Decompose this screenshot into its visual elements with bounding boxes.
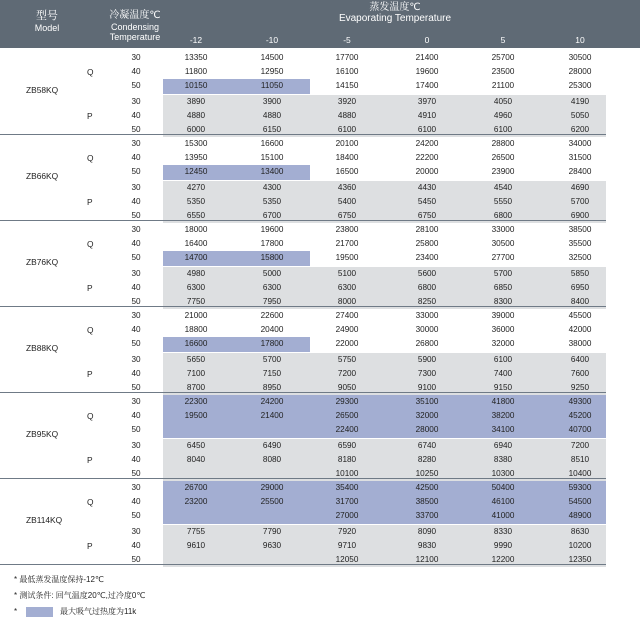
value-cell: 13400 [260,167,284,177]
value-cell: 19600 [415,67,439,77]
evap-col-2: -5 [343,35,351,45]
value-cell: 6100 [493,125,513,134]
value-cell: 4270 [186,182,206,192]
value-cell: 34000 [568,139,592,148]
value-cell: 5100 [337,268,357,278]
value-cell: 33000 [415,311,439,320]
value-cell: 26500 [335,411,359,421]
value-cell: 7100 [186,368,206,378]
value-cell: 9100 [417,383,437,392]
value-cell: 9990 [493,540,513,550]
value-cell: 6900 [570,211,590,220]
value-cell: 23500 [491,67,515,77]
value-cell: 6800 [493,211,513,220]
header-evap-cn: 蒸发温度℃ [369,2,421,13]
evap-col-4: 5 [500,35,506,45]
value-cell: 4980 [186,268,206,278]
value-cell: 5650 [186,354,206,364]
value-cell: 7750 [186,297,206,306]
value-cell: 7150 [262,368,282,378]
value-cell: 8040 [186,454,206,464]
value-cell: 28100 [415,225,439,234]
cond-temp: 40 [131,540,141,550]
cond-temp: 30 [131,268,141,278]
value-cell: 4190 [570,96,590,106]
value-cell: 12350 [568,555,592,564]
table-bottom-line [0,564,606,565]
value-cell: 6100 [337,125,357,134]
value-cell: 38200 [491,411,515,421]
value-cell: 17800 [260,239,284,249]
value-cell: 8400 [570,297,590,306]
cond-temp: 30 [131,440,141,450]
value-cell: 22600 [260,311,284,320]
value-cell: 5350 [262,196,282,206]
note-test-condition: * 测试条件: 回气温度20℃,过冷度0℃ [14,591,146,600]
value-cell: 6940 [493,440,513,450]
p-label: P [87,282,93,293]
value-cell: 9710 [337,540,357,550]
value-cell: 6000 [186,125,206,134]
value-cell: 5350 [186,196,206,206]
cond-temp: 50 [131,167,141,177]
value-cell: 3920 [337,96,357,106]
legend-swatch [26,607,53,617]
cond-temp: 40 [131,239,141,249]
value-cell: 6750 [337,211,357,220]
value-cell: 22300 [184,397,208,406]
value-cell: 10150 [184,81,208,91]
value-cell: 10250 [415,469,439,478]
value-cell: 42000 [568,325,592,335]
value-cell: 6300 [262,282,282,292]
value-cell: 7200 [570,440,590,450]
value-cell: 22000 [335,339,359,349]
cond-temp: 40 [131,368,141,378]
value-cell: 3890 [186,96,206,106]
value-cell: 6300 [337,282,357,292]
cond-temp: 50 [131,125,141,134]
value-cell: 27400 [335,311,359,320]
header-evap-en: Evaporating Temperature [338,13,452,24]
value-cell: 3970 [417,96,437,106]
value-cell: 4540 [493,182,513,192]
value-cell: 17700 [335,53,359,62]
cond-temp: 30 [131,483,141,492]
cond-temp: 30 [131,225,141,234]
cond-temp: 50 [131,511,141,521]
value-cell: 23400 [415,253,439,263]
value-cell: 9150 [493,383,513,392]
value-cell: 7755 [186,526,206,536]
value-cell: 24900 [335,325,359,335]
value-cell: 36000 [491,325,515,335]
evap-col-1: -10 [265,35,279,45]
header-cond-en2: Temperature [109,32,161,42]
p-label: P [87,110,93,121]
cond-temp: 40 [131,411,141,421]
value-cell: 21400 [415,53,439,62]
value-cell: 25800 [415,239,439,249]
value-cell: 42500 [415,483,439,492]
value-cell: 5700 [493,268,513,278]
cond-temp: 40 [131,153,141,163]
value-cell: 14700 [184,253,208,263]
value-cell: 4880 [262,110,282,120]
cond-temp: 50 [131,469,141,478]
value-cell: 25700 [491,53,515,62]
model-name: ZB58KQ [26,85,59,95]
value-cell: 5400 [337,196,357,206]
value-cell: 10400 [568,469,592,478]
value-cell: 38500 [568,225,592,234]
value-cell: 30500 [491,239,515,249]
value-cell: 4360 [337,182,357,192]
value-cell: 28000 [568,67,592,77]
value-cell: 14500 [260,53,284,62]
value-cell: 28400 [568,167,592,177]
value-cell: 7790 [262,526,282,536]
block-separator [0,478,606,479]
cond-temp: 30 [131,53,141,62]
p-label: P [87,368,93,379]
value-cell: 20100 [335,139,359,148]
value-cell: 6740 [417,440,437,450]
value-cell: 8180 [337,454,357,464]
value-cell: 32500 [568,253,592,263]
cond-temp: 50 [131,81,141,91]
value-cell: 6700 [262,211,282,220]
value-cell: 28000 [415,425,439,435]
header-model-cn: 型号 [36,10,58,22]
value-cell: 5600 [417,268,437,278]
value-cell: 8000 [337,297,357,306]
value-cell: 6200 [570,125,590,134]
value-cell: 5700 [570,196,590,206]
value-cell: 12200 [491,555,515,564]
value-cell: 8380 [493,454,513,464]
value-cell: 33700 [415,511,439,521]
note-legend-star: * [14,607,18,616]
value-cell: 8080 [262,454,282,464]
q-label: Q [87,325,94,336]
value-cell: 45200 [568,411,592,421]
value-cell: 5750 [337,354,357,364]
note-max-superheat: 最大吸气过热度为11k [60,607,137,616]
p-label: P [87,196,93,207]
value-cell: 7200 [337,368,357,378]
value-cell: 17400 [415,81,439,91]
value-cell: 10100 [335,469,359,478]
value-cell: 5700 [262,354,282,364]
value-cell: 12950 [260,67,284,77]
model-name: ZB88KQ [26,343,59,353]
value-cell: 9830 [417,540,437,550]
value-cell: 3900 [262,96,282,106]
value-cell: 13350 [184,53,208,62]
value-cell: 6100 [417,125,437,134]
value-cell: 6750 [417,211,437,220]
value-cell: 4690 [570,182,590,192]
value-cell: 41800 [491,397,515,406]
model-name: ZB76KQ [26,257,59,267]
value-cell: 8330 [493,526,513,536]
value-cell: 45500 [568,311,592,320]
value-cell: 21100 [491,81,515,91]
value-cell: 26800 [415,339,439,349]
value-cell: 7300 [417,368,437,378]
value-cell: 16600 [184,339,208,349]
value-cell: 22200 [415,153,439,163]
value-cell: 29000 [260,483,284,492]
value-cell: 23800 [335,225,359,234]
cond-temp: 30 [131,139,141,148]
q-label: Q [87,239,94,250]
cond-temp: 50 [131,425,141,435]
value-cell: 16500 [335,167,359,177]
evap-col-5: 10 [575,35,585,45]
value-cell: 7400 [493,368,513,378]
value-cell: 5550 [493,196,513,206]
cond-temp: 30 [131,354,141,364]
value-cell: 21400 [260,411,284,421]
value-cell: 13950 [184,153,208,163]
value-cell: 4960 [493,110,513,120]
cond-temp: 30 [131,397,141,406]
model-name: ZB114KQ [26,515,63,525]
value-cell: 38500 [415,497,439,507]
value-cell: 35100 [415,397,439,406]
value-cell: 12100 [415,555,439,564]
value-cell: 35400 [335,483,359,492]
value-cell: 6800 [417,282,437,292]
cond-temp: 50 [131,383,141,392]
value-cell: 11800 [184,67,208,77]
value-cell: 8630 [570,526,590,536]
value-cell: 22400 [335,425,359,435]
value-cell: 23900 [491,167,515,177]
value-cell: 6490 [262,440,282,450]
value-cell: 25500 [260,497,284,507]
value-cell: 15100 [260,153,284,163]
value-cell: 6950 [570,282,590,292]
cond-temp: 40 [131,196,141,206]
value-cell: 32000 [415,411,439,421]
evap-col-3: 0 [424,35,430,45]
value-cell: 38000 [568,339,592,349]
header-cond-cn: 冷凝温度℃ [109,10,161,21]
value-cell: 6850 [493,282,513,292]
value-cell: 18000 [184,225,208,234]
value-cell: 30500 [568,53,592,62]
q-label: Q [87,153,94,164]
value-cell: 21000 [184,311,208,320]
block-separator [0,134,606,135]
cond-temp: 40 [131,110,141,120]
model-name: ZB95KQ [26,429,59,439]
value-cell: 11050 [260,81,284,91]
cond-temp: 40 [131,325,141,335]
value-cell: 19500 [335,253,359,263]
value-cell: 31500 [568,153,592,163]
value-cell: 25300 [568,81,592,91]
cond-temp: 40 [131,282,141,292]
value-cell: 7920 [337,526,357,536]
value-cell: 15300 [184,139,208,148]
cond-temp: 50 [131,211,141,220]
block-separator [0,220,606,221]
block-separator [0,392,606,393]
value-cell: 48900 [568,511,592,521]
value-cell: 20400 [260,325,284,335]
value-cell: 9250 [570,383,590,392]
value-cell: 18800 [184,325,208,335]
q-label: Q [87,411,94,422]
value-cell: 12050 [335,555,359,564]
value-cell: 4910 [417,110,437,120]
cond-temp: 50 [131,297,141,306]
value-cell: 35500 [568,239,592,249]
value-cell: 7950 [262,297,282,306]
q-label: Q [87,497,94,508]
value-cell: 16100 [335,67,359,77]
value-cell: 5000 [262,268,282,278]
value-cell: 20000 [415,167,439,177]
cond-temp: 30 [131,96,141,106]
value-cell: 26700 [184,483,208,492]
value-cell: 6450 [186,440,206,450]
cond-temp: 50 [131,555,141,564]
header-cond-en1: Condensing [110,22,160,32]
block-separator [0,306,606,307]
cond-temp: 40 [131,497,141,507]
value-cell: 8280 [417,454,437,464]
value-cell: 10300 [491,469,515,478]
value-cell: 8300 [493,297,513,306]
q-label: Q [87,67,94,78]
value-cell: 7600 [570,368,590,378]
value-cell: 31700 [335,497,359,507]
evap-col-0: -12 [189,35,203,45]
cond-temp: 30 [131,182,141,192]
value-cell: 21700 [335,239,359,249]
value-cell: 23200 [184,497,208,507]
value-cell: 40700 [568,425,592,435]
cond-temp: 40 [131,67,141,77]
value-cell: 6400 [570,354,590,364]
value-cell: 24200 [415,139,439,148]
value-cell: 9050 [337,383,357,392]
value-cell: 28800 [491,139,515,148]
value-cell: 49300 [568,397,592,406]
value-cell: 54500 [568,497,592,507]
value-cell: 34100 [491,425,515,435]
value-cell: 8950 [262,383,282,392]
p-label: P [87,540,93,551]
value-cell: 6590 [337,440,357,450]
value-cell: 6100 [493,354,513,364]
value-cell: 4050 [493,96,513,106]
value-cell: 18400 [335,153,359,163]
value-cell: 8510 [570,454,590,464]
value-cell: 4430 [417,182,437,192]
value-cell: 17800 [260,339,284,349]
value-cell: 19500 [184,411,208,421]
value-cell: 9630 [262,540,282,550]
value-cell: 8700 [186,383,206,392]
value-cell: 5450 [417,196,437,206]
value-cell: 27700 [491,253,515,263]
value-cell: 32000 [491,339,515,349]
value-cell: 41000 [491,511,515,521]
value-cell: 5900 [417,354,437,364]
cond-temp: 30 [131,526,141,536]
value-cell: 27000 [335,511,359,521]
value-cell: 6300 [186,282,206,292]
value-cell: 30000 [415,325,439,335]
value-cell: 59300 [568,483,592,492]
cond-temp: 50 [131,253,141,263]
value-cell: 9610 [186,540,206,550]
p-label: P [87,454,93,465]
model-name: ZB66KQ [26,171,59,181]
note-min-evap: * 最低蒸发温度保持-12℃ [14,575,104,584]
value-cell: 50400 [491,483,515,492]
value-cell: 26500 [491,153,515,163]
value-cell: 39000 [491,311,515,320]
value-cell: 6550 [186,211,206,220]
value-cell: 16600 [260,139,284,148]
value-cell: 5850 [570,268,590,278]
value-cell: 6150 [262,125,282,134]
value-cell: 24200 [260,397,284,406]
value-cell: 8250 [417,297,437,306]
value-cell: 12450 [184,167,208,177]
cond-temp: 30 [131,311,141,320]
value-cell: 5050 [570,110,590,120]
cond-temp: 40 [131,454,141,464]
cond-temp: 50 [131,339,141,349]
value-cell: 4880 [186,110,206,120]
value-cell: 4300 [262,182,282,192]
value-cell: 15800 [260,253,284,263]
value-cell: 16400 [184,239,208,249]
value-cell: 8090 [417,526,437,536]
value-cell: 10200 [568,540,592,550]
value-cell: 29300 [335,397,359,406]
value-cell: 46100 [491,497,515,507]
header-model-en: Model [34,23,60,33]
value-cell: 4880 [337,110,357,120]
value-cell: 33000 [491,225,515,234]
value-cell: 14150 [335,81,359,91]
value-cell: 19600 [260,225,284,234]
